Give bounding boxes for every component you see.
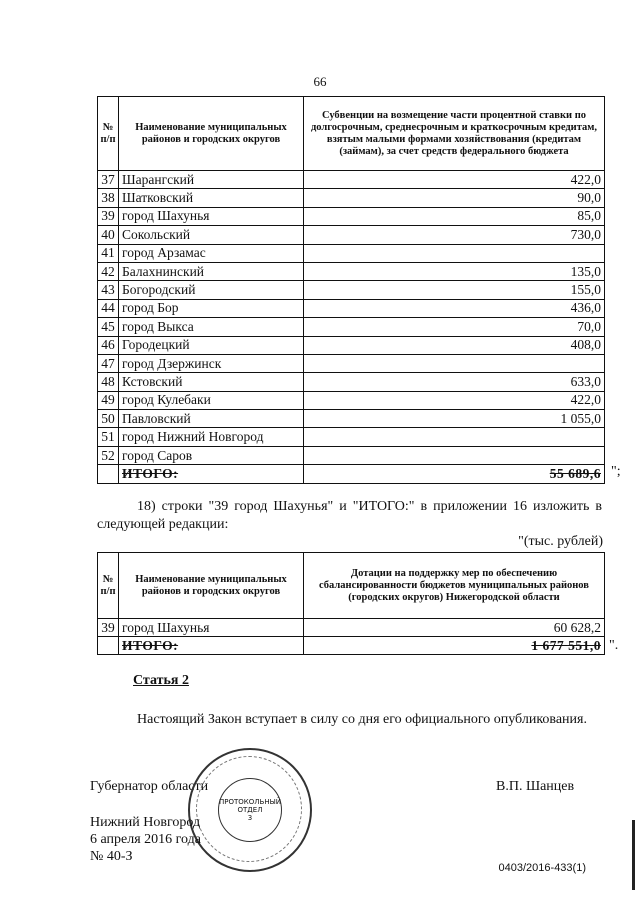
row-value: 730,0 — [304, 226, 605, 244]
article-text: Настоящий Закон вступает в силу со дня его официального опубликования. — [137, 712, 587, 727]
table-row — [98, 244, 605, 262]
table-row — [98, 373, 605, 391]
row-num: 47 — [98, 354, 119, 372]
governor-label: Губернатор области — [90, 779, 209, 794]
row-name: город Выкса — [119, 318, 304, 336]
row-name: Шарангский — [119, 171, 304, 189]
row-value: 85,0 — [304, 207, 605, 225]
row-name: город Шахунья — [119, 207, 304, 225]
table-row — [98, 428, 605, 446]
table-row — [98, 354, 605, 372]
stamp-line-3: 3 — [247, 814, 253, 822]
subsidies-table — [97, 96, 605, 484]
official-stamp — [188, 748, 312, 872]
grants-table — [97, 552, 605, 655]
row-name: Сокольский — [119, 226, 304, 244]
table-row — [98, 318, 605, 336]
total-row — [98, 465, 605, 483]
header-name: Наименование муниципальных районов и городских округов — [119, 97, 304, 171]
row-num: 38 — [98, 189, 119, 207]
row-name: город Бор — [119, 299, 304, 317]
row-num: 40 — [98, 226, 119, 244]
row-num: 49 — [98, 391, 119, 409]
total-value: 1 677 551,0 — [304, 637, 605, 655]
stamp-line-1: ПРОТОКОЛЬНЫЙ — [219, 798, 282, 806]
header-name: Наименование муниципальных районов и городских округов — [119, 553, 304, 619]
row-num: 39 — [98, 207, 119, 225]
table-row — [98, 189, 605, 207]
row-value: 422,0 — [304, 391, 605, 409]
row-value: 1 055,0 — [304, 410, 605, 428]
row-num: 52 — [98, 446, 119, 464]
total-label: ИТОГО: — [119, 637, 304, 655]
row-num: 45 — [98, 318, 119, 336]
row-name: Кстовский — [119, 373, 304, 391]
city: Нижний Новгород — [90, 815, 201, 830]
table-row — [98, 299, 605, 317]
table-row — [98, 171, 605, 189]
table-row — [98, 207, 605, 225]
stamp-line-2: ОТДЕЛ — [237, 806, 263, 814]
header-num: № п/п — [98, 97, 119, 171]
header-value: Субвенции на возмещение части процентной ставки по долгосрочным, среднесрочным и краткосрочным кредитам, взятым малыми формами хозяйствования (кредитам (займам), за счет средств федерального бюджета — [304, 97, 605, 171]
row-name: город Дзержинск — [119, 354, 304, 372]
row-num: 41 — [98, 244, 119, 262]
row-name: город Нижний Новгород — [119, 428, 304, 446]
row-num: 39 — [98, 619, 119, 637]
row-num: 43 — [98, 281, 119, 299]
table-row — [98, 281, 605, 299]
row-num: 51 — [98, 428, 119, 446]
article-title: Статья 2 — [133, 673, 189, 688]
law-number: № 40-З — [90, 849, 133, 864]
total-label: ИТОГО: — [119, 465, 304, 483]
governor-name: В.П. Шанцев — [496, 779, 575, 794]
document-code: 0403/2016-433(1) — [498, 862, 586, 874]
stamp-ring — [196, 756, 302, 862]
row-num: 37 — [98, 171, 119, 189]
row-value: 422,0 — [304, 171, 605, 189]
row-value — [304, 446, 605, 464]
row-value: 70,0 — [304, 318, 605, 336]
units-label: "(тыс. рублей) — [518, 534, 603, 549]
row-value: 90,0 — [304, 189, 605, 207]
row-name: город Шахунья — [119, 619, 304, 637]
row-value: 155,0 — [304, 281, 605, 299]
total-value: 55 689,6 — [304, 465, 605, 483]
date: 6 апреля 2016 года — [90, 832, 201, 847]
row-name: Шатковский — [119, 189, 304, 207]
table-row — [98, 262, 605, 280]
row-name: Павловский — [119, 410, 304, 428]
table-row — [98, 446, 605, 464]
row-num: 42 — [98, 262, 119, 280]
table-row — [98, 391, 605, 409]
row-value: 60 628,2 — [304, 619, 605, 637]
row-name: город Арзамас — [119, 244, 304, 262]
scan-edge-mark — [632, 820, 635, 890]
row-value — [304, 354, 605, 372]
row-num: 50 — [98, 410, 119, 428]
header-num: № п/п — [98, 553, 119, 619]
row-value: 436,0 — [304, 299, 605, 317]
row-num: 48 — [98, 373, 119, 391]
table-row — [98, 226, 605, 244]
table2-closing-quote: ". — [609, 638, 619, 653]
row-name: Городецкий — [119, 336, 304, 354]
row-value — [304, 428, 605, 446]
table-row — [98, 410, 605, 428]
table-row — [98, 619, 605, 637]
table1-closing-quote: "; — [611, 464, 621, 479]
row-value: 633,0 — [304, 373, 605, 391]
paragraph-18: 18) строки "39 город Шахунья" и "ИТОГО:" в приложении 16 изложить в следующей редакции: — [97, 499, 602, 532]
header-value: Дотации на поддержку мер по обеспечению сбалансированности бюджетов муниципальных районов (городских округов) Нижегородской области — [304, 553, 605, 619]
row-num: 44 — [98, 299, 119, 317]
row-value — [304, 244, 605, 262]
row-num: 46 — [98, 336, 119, 354]
row-value: 408,0 — [304, 336, 605, 354]
row-name: город Кулебаки — [119, 391, 304, 409]
row-name: Богородский — [119, 281, 304, 299]
row-value: 135,0 — [304, 262, 605, 280]
page-number: 66 — [313, 74, 327, 89]
row-name: город Саров — [119, 446, 304, 464]
table-row — [98, 336, 605, 354]
total-row — [98, 637, 605, 655]
row-name: Балахнинский — [119, 262, 304, 280]
